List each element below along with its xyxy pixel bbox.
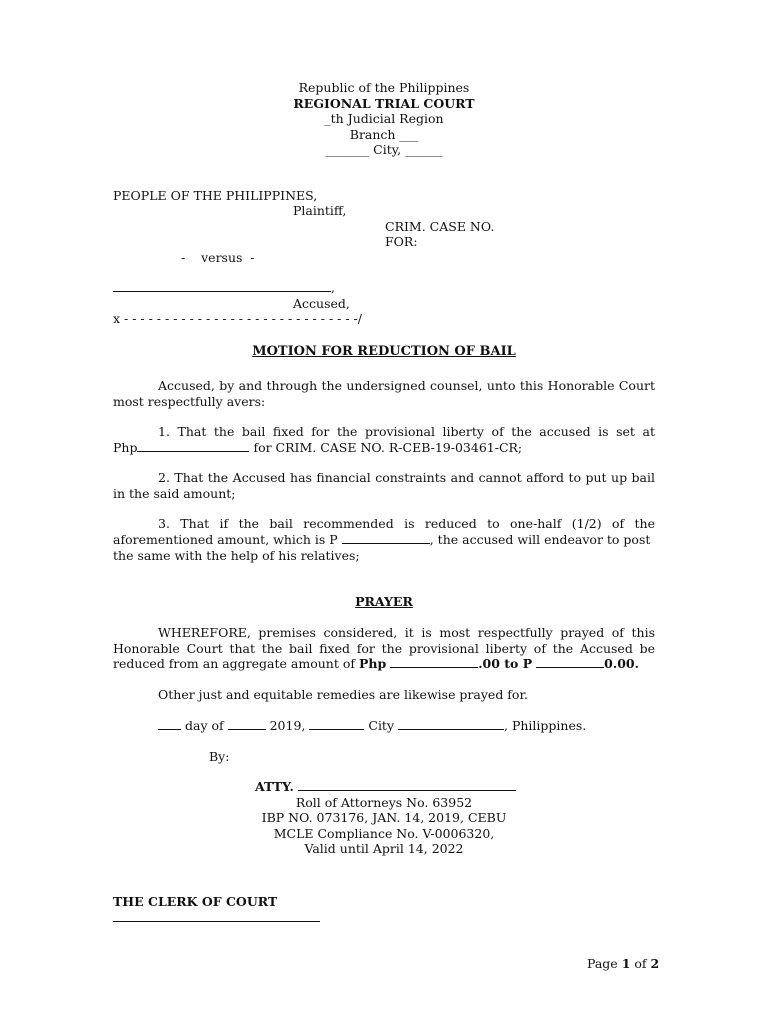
- prayer-text-e: .00 to P: [478, 656, 533, 671]
- prayer-amount-blank-1: [390, 656, 478, 668]
- para1-line1: [113, 424, 655, 440]
- by-label: By:: [209, 749, 230, 764]
- date-philippines: , Philippines.: [504, 718, 587, 733]
- para2-text: 2. That the Accused has financial constraints and cannot afford to put up bail in the said amount;: [113, 470, 655, 501]
- caption-case-no: CRIM. CASE NO.: [385, 219, 495, 234]
- header-city: _______ City, ______: [325, 142, 443, 157]
- para2: [113, 470, 655, 502]
- atty-signature-line: [255, 779, 516, 794]
- para3-amount-blank: [342, 532, 430, 544]
- para3-line2: [113, 532, 650, 547]
- atty-name-blank: [298, 779, 516, 791]
- date-year: 2019,: [269, 718, 306, 733]
- date-line: [158, 718, 586, 733]
- date-city: City: [368, 718, 395, 733]
- para3-line1: [113, 516, 655, 532]
- atty-label: ATTY.: [255, 779, 294, 794]
- caption-x-line: x - - - - - - - - - - - - - - - - - - - - - - - - - - - - -/: [113, 311, 362, 326]
- month-blank: [228, 718, 266, 730]
- para3-text-c: , the accused will endeavor to post: [429, 532, 651, 547]
- prayer-title: PRAYER: [355, 594, 413, 609]
- document-title: MOTION FOR REDUCTION OF BAIL: [252, 344, 516, 359]
- prayer-php: Php: [358, 656, 387, 671]
- para1-line2: [113, 440, 522, 455]
- caption-party: PEOPLE OF THE PHILIPPINES,: [113, 188, 318, 203]
- date-day-of: day of: [184, 718, 224, 733]
- city-blank-2: [398, 718, 504, 730]
- prayer-text-f: 0.00.: [604, 656, 639, 671]
- para1-php: Php: [113, 440, 138, 455]
- clerk-of-court: THE CLERK OF COURT: [113, 894, 278, 909]
- para3-text-d: the same with the help of his relatives;: [113, 548, 360, 563]
- page-total: 2: [650, 956, 660, 971]
- para1-amount-blank: [137, 440, 249, 452]
- prayer-amount-blank-2: [536, 656, 604, 668]
- other-remedies: Other just and equitable remedies are likewise prayed for.: [158, 687, 529, 702]
- para3-text-a: 3. That if the bail recommended is reduced to one-half (1/2) of the: [158, 516, 655, 531]
- intro-paragraph: [113, 378, 655, 410]
- header-region: _th Judicial Region: [324, 111, 444, 126]
- roll-of-attorneys: Roll of Attorneys No. 63952: [295, 795, 473, 810]
- page-label: Page: [587, 956, 618, 971]
- prayer-line3: [113, 656, 639, 671]
- caption-versus: - versus -: [181, 250, 255, 265]
- intro-text: Accused, by and through the undersigned counsel, unto this Honorable Court most respectfully avers:: [113, 378, 655, 409]
- para1-text-a: 1. That the bail fixed for the provisional liberty of the accused is set at: [158, 424, 655, 439]
- header-court: REGIONAL TRIAL COURT: [293, 96, 475, 111]
- page-number: [587, 956, 659, 971]
- para1-text-c: for CRIM. CASE NO. R-CEB-19-03461-CR;: [253, 440, 523, 455]
- prayer-text-c: reduced from an aggregate amount of: [113, 656, 359, 671]
- header-branch: Branch ___: [349, 127, 419, 142]
- mcle-compliance: MCLE Compliance No. V-0006320,: [273, 826, 495, 841]
- accused-name-line: ,: [113, 280, 335, 295]
- clerk-name-line: [113, 910, 320, 925]
- para3-text-b: aforementioned amount, which is P: [113, 532, 338, 547]
- caption-accused: Accused,: [293, 296, 350, 311]
- prayer-line1: [113, 625, 655, 641]
- prayer-text-a: WHEREFORE, premises considered, it is most respectfully prayed of this: [158, 625, 655, 640]
- prayer-text-b: Honorable Court that the bail fixed for the provisional liberty of the Accused be: [113, 641, 655, 656]
- caption-for: FOR:: [385, 234, 418, 249]
- ibp-number: IBP NO. 073176, JAN. 14, 2019, CEBU: [261, 810, 507, 825]
- page-current: 1: [621, 956, 631, 971]
- city-blank-1: [309, 718, 364, 730]
- day-blank: [158, 718, 181, 730]
- mcle-valid-until: Valid until April 14, 2022: [304, 841, 464, 856]
- caption-plaintiff: Plaintiff,: [293, 203, 347, 218]
- prayer-line2: [113, 641, 655, 657]
- header-republic: Republic of the Philippines: [298, 80, 470, 95]
- page-of: of: [634, 956, 647, 971]
